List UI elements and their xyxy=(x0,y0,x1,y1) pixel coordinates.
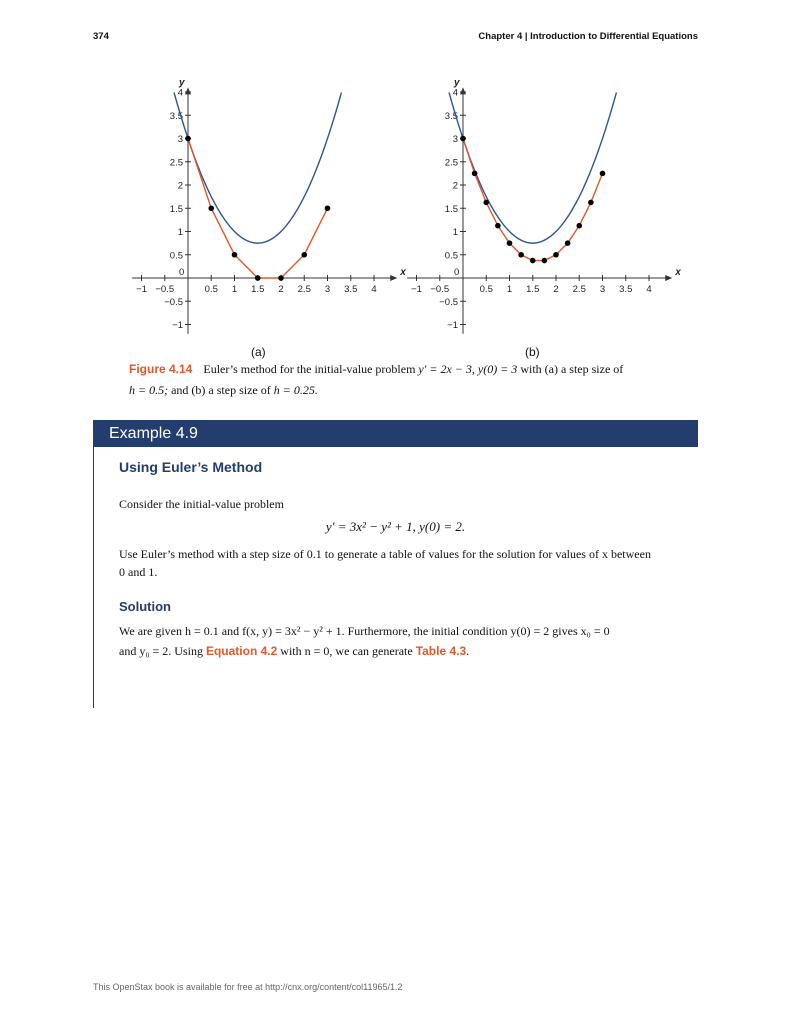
footer-text: This OpenStax book is available for free at http://cnx.org/content/col11965/1.2 xyxy=(93,982,403,992)
chart-b-y-tick-label: 2.5 xyxy=(444,157,458,169)
chart-b-x-tick-label: 3 xyxy=(599,284,606,295)
chart-b-x-tick-label: 2.5 xyxy=(572,284,586,295)
table-link[interactable]: Table 4.3 xyxy=(415,644,467,658)
chart-a-y-axis-arrow-icon xyxy=(185,87,191,94)
chart-b-euler-point xyxy=(553,252,559,258)
chart-a-origin-label: 0 xyxy=(179,267,185,278)
chart-b-y-tick-label: 3 xyxy=(452,134,458,145)
caption-equation: y′ = 2x − 3, y(0) = 3 xyxy=(418,362,518,376)
chart-a-x-tick-label: 3 xyxy=(324,284,331,295)
caption-mid: with (a) a step size of xyxy=(520,362,624,376)
chart-b-euler-point xyxy=(542,258,548,264)
page-number: 374 xyxy=(93,31,109,42)
chart-a-euler-point xyxy=(301,252,307,258)
chart-a-y-tick-label: 1 xyxy=(177,227,183,238)
example-intro: Consider the initial-value problem xyxy=(119,497,284,511)
chart-b-euler-point xyxy=(588,200,594,206)
chart-b-y-tick-label: −1 xyxy=(447,320,458,331)
chart-b-x-tick-label: 2 xyxy=(553,284,559,295)
chart-a-y-tick-label: 2 xyxy=(177,180,183,192)
chart-b-euler-point xyxy=(507,240,513,246)
figure-caption xyxy=(129,359,669,401)
chart-a-y-axis-label: y xyxy=(179,77,185,89)
chart-b-euler-point xyxy=(565,240,571,246)
chart-a-euler-point xyxy=(208,205,214,211)
chart-b-x-tick-label: 4 xyxy=(646,284,652,295)
chart-a-x-tick-label: 2.5 xyxy=(297,284,311,295)
chart-a-y-tick-label: 4 xyxy=(177,87,183,99)
chart-b-x-tick-label: −1 xyxy=(411,284,422,295)
solution-line-2-end: . xyxy=(466,644,470,658)
chart-a-x-tick-label: −1 xyxy=(136,284,147,295)
chart-a-y-tick-label: 3 xyxy=(177,134,183,145)
chart-b-x-tick-label: 1.5 xyxy=(526,284,540,295)
figure-a-chart xyxy=(120,66,406,341)
chart-a-x-tick-label: 3.5 xyxy=(344,284,358,295)
chart-a-y-tick-label: 3.5 xyxy=(169,110,183,122)
chart-a-exact-curve xyxy=(174,92,341,243)
chart-b-x-tick-label: 0.5 xyxy=(479,284,493,295)
chart-a-euler-point xyxy=(255,275,261,281)
chapter-title: Chapter 4 | Introduction to Differential Equations xyxy=(478,31,698,42)
chart-a-euler-point xyxy=(325,205,331,211)
chart-b-y-tick-label: −0.5 xyxy=(439,296,458,308)
chart-a-x-tick-label: 0.5 xyxy=(204,284,218,295)
chart-a-y-tick-label: 2.5 xyxy=(169,157,183,169)
chart-b-euler-point xyxy=(576,223,582,229)
chart-a-x-tick-label: 2 xyxy=(278,284,284,295)
figure-b-label: (b) xyxy=(525,345,540,359)
solution-line-2-start: and y₀ = 2. Using xyxy=(119,644,203,658)
chart-a-euler-point xyxy=(232,252,238,258)
chart-a-euler-point xyxy=(185,136,191,142)
chart-b-y-tick-label: 4 xyxy=(452,87,458,99)
chart-b-x-tick-label: −0.5 xyxy=(430,284,450,295)
chart-b-euler-point xyxy=(472,171,478,177)
chart-b-y-tick-label: 1.5 xyxy=(444,203,458,215)
chart-a-y-tick-label: 0.5 xyxy=(169,250,183,262)
chart-b-y-axis-label: y xyxy=(454,77,460,89)
chart-b-x-axis-label: x xyxy=(675,267,681,278)
chart-b-y-axis-arrow-icon xyxy=(460,87,466,94)
example-title: Using Euler’s Method xyxy=(119,459,263,475)
figure-b-chart xyxy=(395,66,681,341)
chart-a-euler-point xyxy=(278,275,284,281)
chart-b-x-tick-label: 1 xyxy=(506,284,513,295)
chart-b-y-tick-label: 3.5 xyxy=(444,110,458,122)
example-equation: y′ = 3x² − y² + 1, y(0) = 2. xyxy=(325,519,466,534)
caption-h1: h = 0.5; xyxy=(129,383,169,397)
chart-b-x-axis-arrow-icon xyxy=(665,275,672,281)
chart-b-euler-point xyxy=(518,252,524,258)
figure-b-svg xyxy=(395,66,681,336)
solution-line-1: We are given h = 0.1 and f(x, y) = 3x² − y² + 1. Furthermore, the initial condition y(0) = 2 gives x₀ = 0 xyxy=(119,624,610,638)
caption-mid2: and (b) a step size of xyxy=(171,383,271,397)
chart-b-origin-label: 0 xyxy=(454,267,460,278)
example-left-rule xyxy=(93,447,94,708)
chart-a-x-axis-label: x xyxy=(400,267,406,278)
chart-a-x-tick-label: 1.5 xyxy=(251,284,265,295)
chart-b-y-tick-label: 1 xyxy=(452,227,458,238)
chart-a-x-tick-label: −0.5 xyxy=(155,284,175,295)
chart-a-x-tick-label: 4 xyxy=(371,284,377,295)
chart-b-y-tick-label: 2 xyxy=(452,180,458,192)
solution-line-2 xyxy=(119,644,469,659)
caption-h2: h = 0.25. xyxy=(273,383,318,397)
equation-link[interactable]: Equation 4.2 xyxy=(205,644,278,658)
chart-a-x-tick-label: 1 xyxy=(231,284,238,295)
chart-b-euler-point xyxy=(495,223,501,229)
example-task-line-1: Use Euler’s method with a step size of 0.1 to generate a table of values for the solution for values of x between xyxy=(119,547,651,561)
example-header-bar xyxy=(93,420,698,447)
chart-b-euler-point xyxy=(530,258,536,264)
chart-b-euler-point xyxy=(460,136,466,142)
chart-b-euler-point xyxy=(483,200,489,206)
chart-a-y-tick-label: −0.5 xyxy=(164,296,183,308)
figure-label[interactable]: Figure 4.14 xyxy=(129,362,193,376)
caption-text: Euler’s method for the initial-value problem xyxy=(203,362,416,376)
chart-b-exact-curve xyxy=(449,92,616,243)
example-task-line-2: 0 and 1. xyxy=(119,565,158,579)
chart-a-y-tick-label: −1 xyxy=(172,320,183,331)
chart-a-y-tick-label: 1.5 xyxy=(169,203,183,215)
figure-a-svg xyxy=(120,66,406,336)
solution-line-2-mid: with n = 0, we can generate xyxy=(280,644,413,658)
chart-b-euler-point xyxy=(600,171,606,177)
solution-title: Solution xyxy=(119,599,171,614)
figure-a-label: (a) xyxy=(251,345,266,359)
chart-b-y-tick-label: 0.5 xyxy=(444,250,458,262)
example-number: Example 4.9 xyxy=(109,425,198,442)
chart-b-x-tick-label: 3.5 xyxy=(619,284,633,295)
chart-b-euler-line xyxy=(463,139,603,261)
